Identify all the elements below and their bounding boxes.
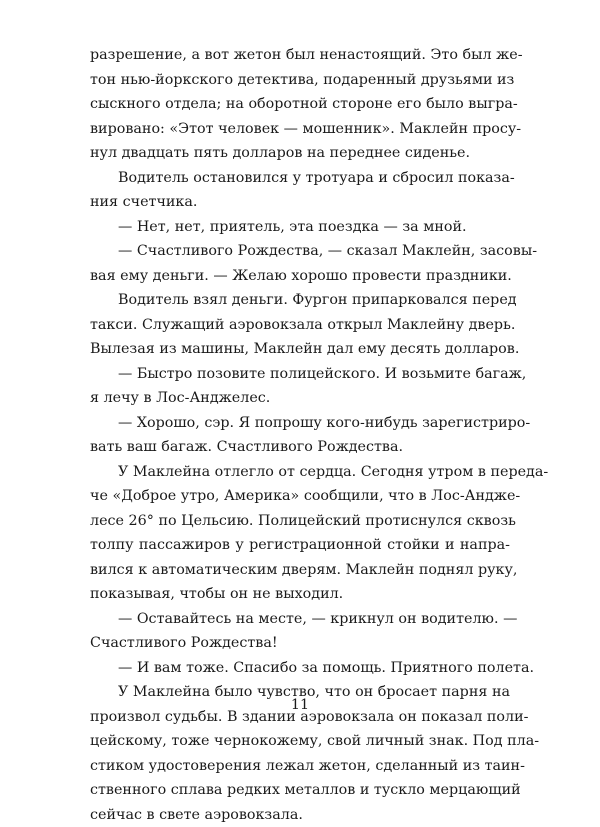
text-line: произвол судьбы. В здании аэровокзала он показал поли- <box>90 705 510 730</box>
text-line: цейскому, тоже чернокожему, свой личный знак. Под пла- <box>90 729 510 754</box>
page-number: 11 <box>0 697 600 713</box>
text-line: такси. Служащий аэровокзала открыл Маклейну дверь. <box>90 313 510 338</box>
text-line: ственного сплава редких металлов и тускло мерцающий <box>90 778 510 803</box>
text-line: Вылезая из машины, Маклейн дал ему десять долларов. <box>90 337 510 362</box>
text-line: сыскного отдела; на оборотной стороне его было выгра- <box>90 92 510 117</box>
text-line: — Быстро позовите полицейского. И возьмите багаж, <box>90 362 510 387</box>
text-line: вать ваш багаж. Счастливого Рождества. <box>90 435 510 460</box>
text-line: — И вам тоже. Спасибо за помощь. Приятного полета. <box>90 656 510 681</box>
text-line: — Хорошо, сэр. Я попрошу кого-нибудь зарегистриро- <box>90 411 510 436</box>
text-line: толпу пассажиров у регистрационной стойки и напра- <box>90 533 510 558</box>
text-line: вая ему деньги. — Желаю хорошо провести праздники. <box>90 264 510 289</box>
text-line: вился к автоматическим дверям. Маклейн поднял руку, <box>90 558 510 583</box>
text-line: Водитель взял деньги. Фургон припарковался перед <box>90 288 510 313</box>
text-line: я лечу в Лос-Анджелес. <box>90 386 510 411</box>
text-line: тон нью-йоркского детектива, подаренный друзьями из <box>90 68 510 93</box>
text-line: — Оставайтесь на месте, — крикнул он водителю. — <box>90 607 510 632</box>
text-line: разрешение, а вот жетон был ненастоящий. Это был же- <box>90 43 510 68</box>
text-line: лесе 26° по Цельсию. Полицейский протиснулся сквозь <box>90 509 510 534</box>
text-line: вировано: «Этот человек — мошенник». Маклейн просу- <box>90 117 510 142</box>
text-line: У Маклейна было чувство, что он бросает парня на <box>90 680 510 705</box>
text-line: ния счетчика. <box>90 190 510 215</box>
text-line: че «Доброе утро, Америка» сообщили, что в Лос-Андже- <box>90 484 510 509</box>
text-line: У Маклейна отлегло от сердца. Сегодня утром в переда- <box>90 460 510 485</box>
text-line: показывая, чтобы он не выходил. <box>90 582 510 607</box>
text-line: сейчас в свете аэровокзала. <box>90 803 510 827</box>
text-line: нул двадцать пять долларов на переднее сиденье. <box>90 141 510 166</box>
text-line: — Нет, нет, приятель, эта поездка — за мной. <box>90 215 510 240</box>
text-line: Водитель остановился у тротуара и сбросил показа- <box>90 166 510 191</box>
text-line: стиком удостоверения лежал жетон, сделанный из таин- <box>90 754 510 779</box>
text-line: — Счастливого Рождества, — сказал Маклейн, засовы- <box>90 239 510 264</box>
text-line: Счастливого Рождества! <box>90 631 510 656</box>
